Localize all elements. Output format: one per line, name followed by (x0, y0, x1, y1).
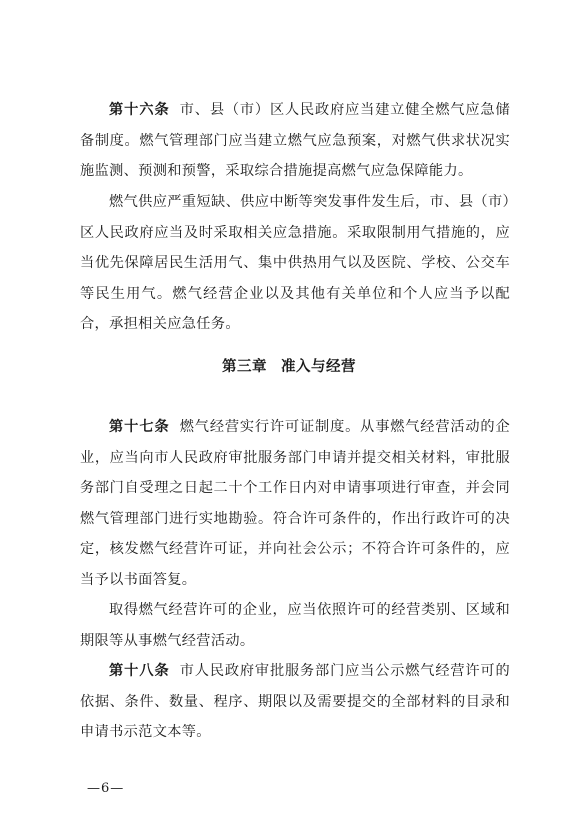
article-17-text: 燃气经营实行许可证制度。从事燃气经营活动的企业，应当向市人民政府审批服务部门申请并提交相关材料，审批服务部门自受理之日起二十个工作日内对申请事项进行审查，并会同燃气管理部门进行实地勘验。符合许可条件的，作出行政许可的决定，核发燃气经营许可证，并向社会公示；不符合许可条件的，应当予以书面答复。 (80, 419, 510, 588)
article-18-number: 第十八条 (109, 663, 170, 679)
article-16-number: 第十六条 (109, 102, 170, 118)
chapter-title: 准入与经营 (281, 359, 356, 375)
article-16-paragraph-2: 燃气供应严重短缺、供应中断等突发事件发生后，市、县（市）区人民政府应当及时采取相关应急措施。采取限制用气措施的，应当优先保障居民生活用气、集中供热用气以及医院、学校、公交车等民生用气。燃气经营企业以及其他有关单位和个人应当予以配合，承担相关应急任务。 (80, 194, 510, 332)
chapter-heading (0, 352, 578, 382)
article-18-text: 市人民政府审批服务部门应当公示燃气经营许可的依据、条件、数量、程序、期限以及需要提交的全部材料的目录和申请书示范文本等。 (80, 663, 510, 740)
article-16-text: 市、县（市）区人民政府应当建立健全燃气应急储备制度。燃气管理部门应当建立燃气应急预案，对燃气供求状况实施监测、预测和预警，采取综合措施提高燃气应急保障能力。 (80, 102, 510, 179)
article-17-paragraph-2: 取得燃气经营许可的企业，应当依照许可的经营类别、区域和期限等从事燃气经营活动。 (80, 602, 510, 649)
article-18-paragraph (80, 656, 510, 748)
page-number: —6— (87, 781, 125, 796)
chapter-number: 第三章 (222, 359, 267, 375)
article-17-paragraph (80, 412, 510, 595)
article-17-number: 第十七条 (109, 419, 170, 435)
article-16-paragraph (80, 95, 510, 187)
